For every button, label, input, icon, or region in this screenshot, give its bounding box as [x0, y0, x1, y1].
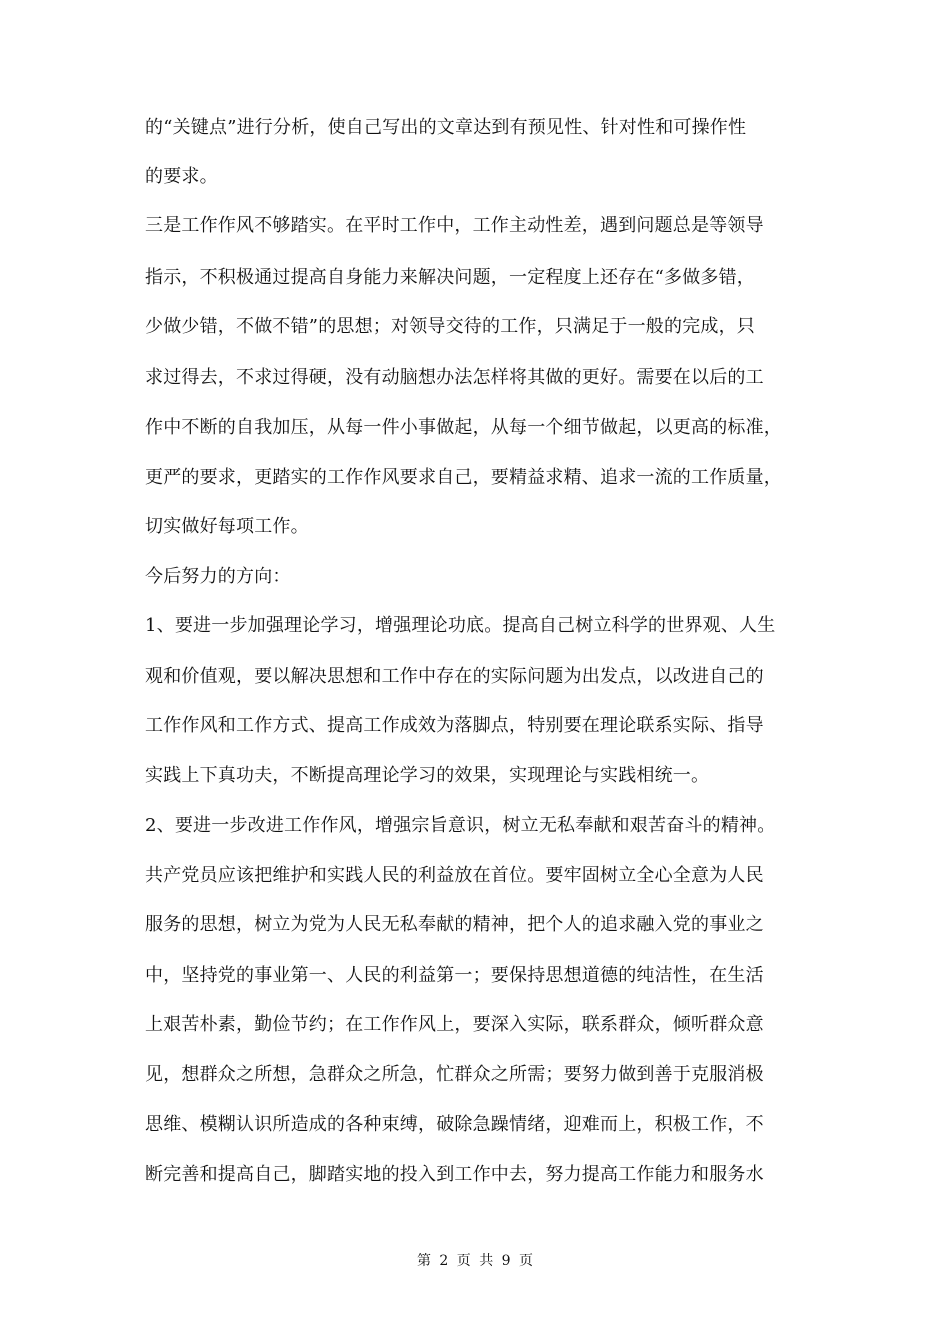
text-line: 服务的思想，树立为党为人民无私奉献的精神，把个人的追求融入党的事业之 [145, 914, 764, 935]
text-line: 指示，不积极通过提高自身能力来解决问题，一定程度上还存在“多做多错， [145, 267, 755, 288]
text-line: 切实做好每项工作。 [145, 516, 309, 537]
text-line: 实践上下真功夫，不断提高理论学习的效果，实现理论与实践相统一。 [145, 765, 710, 786]
text-line: 上艰苦朴素，勤俭节约；在工作作风上，要深入实际，联系群众，倾听群众意 [145, 1014, 764, 1035]
text-line: 作中不断的自我加压，从每一件小事做起，从每一个细节做起，以更高的标准， [145, 417, 782, 438]
text-line: 2、要进一步改进工作作风，增强宗旨意识，树立无私奉献和艰苦奋斗的精神。 [145, 815, 776, 836]
text-line: 求过得去，不求过得硬，没有动脑想办法怎样将其做的更好。需要在以后的工 [145, 367, 764, 388]
text-line: 的“关键点”进行分析，使自己写出的文章达到有预见性、针对性和可操作性 [145, 117, 747, 138]
text-line: 工作作风和工作方式、提高工作成效为落脚点，特别要在理论联系实际、指导 [145, 715, 764, 736]
page-number-footer: 第 2 页 共 9 页 [416, 1253, 534, 1269]
text-line: 观和价值观，要以解决思想和工作中存在的实际问题为出发点，以改进自己的 [145, 666, 764, 687]
text-line: 共产党员应该把维护和实践人民的利益放在首位。要牢固树立全心全意为人民 [145, 865, 764, 886]
text-line: 的要求。 [145, 166, 218, 187]
text-line: 中，坚持党的事业第一、人民的利益第一；要保持思想道德的纯洁性，在生活 [145, 965, 764, 986]
text-line: 见，想群众之所想，急群众之所急，忙群众之所需；要努力做到善于克服消极 [145, 1064, 764, 1085]
text-line: 三是工作作风不够踏实。在平时工作中，工作主动性差，遇到问题总是等领导 [145, 215, 764, 236]
text-line: 1、要进一步加强理论学习，增强理论功底。提高自己树立科学的世界观、人生 [145, 615, 776, 636]
text-line: 更严的要求，更踏实的工作作风要求自己，要精益求精、追求一流的工作质量， [145, 467, 782, 488]
text-line: 思维、模糊认识所造成的各种束缚，破除急躁情绪，迎难而上，积极工作，不 [145, 1114, 764, 1135]
section-heading: 今后努力的方向： [145, 566, 291, 587]
text-line: 断完善和提高自己，脚踏实地的投入到工作中去，努力提高工作能力和服务水 [145, 1164, 764, 1185]
text-line: 少做少错，不做不错”的思想；对领导交待的工作，只满足于一般的完成，只 [145, 316, 755, 337]
